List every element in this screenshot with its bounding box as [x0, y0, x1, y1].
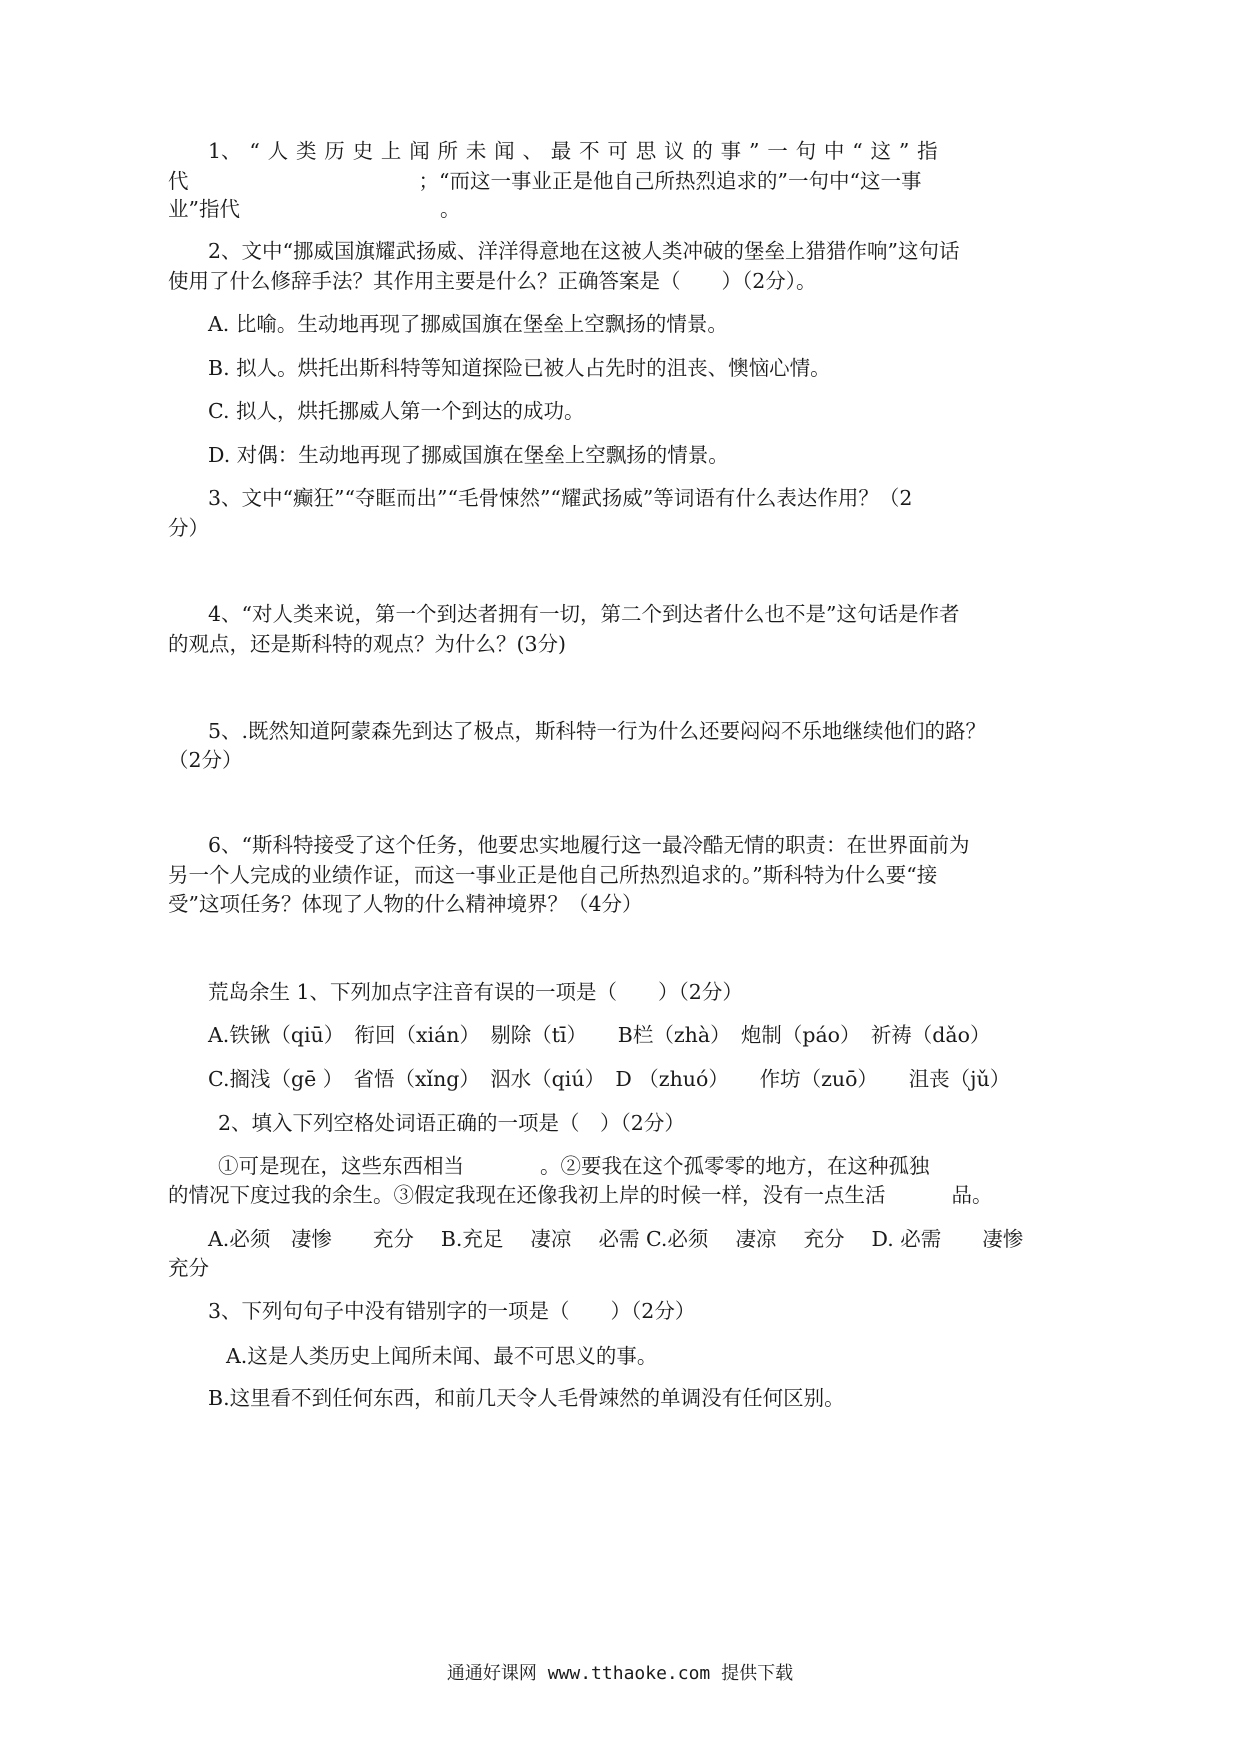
s2-q2-text-2-b: 品。: [951, 1183, 993, 1207]
q1-line-1-char: ”: [898, 139, 910, 163]
q6-line-3: 受”这项任务？体现了人物的什么精神境界？（4分）: [168, 892, 643, 916]
q1-line-1-char: 类: [295, 139, 317, 163]
q1-line-1-char: 人: [267, 139, 289, 163]
q1-line-1-char: 指: [917, 139, 938, 163]
q1-line-1-char: 上: [380, 139, 402, 163]
q1-line-1-char: 思: [635, 139, 657, 163]
q5-line-1: 5、.既然知道阿蒙森先到达了极点，斯科特一行为什么还要闷闷不乐地继续他们的路？: [208, 719, 987, 743]
q1-line-3-b: 。: [439, 197, 461, 221]
q1-line-1-char: 、: [522, 139, 543, 163]
q1-line-1-char: 所: [437, 139, 459, 163]
s2-q2-text-2: [168, 1182, 993, 1208]
q2-option-a: A. 比喻。生动地再现了挪威国旗在堡垒上空飘扬的情景。: [208, 312, 728, 336]
s2-q2-text-1-a: ①可是现在，这些东西相当: [218, 1154, 464, 1178]
q1-line-2-a: 代: [168, 169, 189, 193]
s2-q1-line: 荒岛余生 1、下列加点字注音有误的一项是（ ）（2分）: [208, 980, 743, 1004]
s2-q1-row-2: C.搁浅（gē ） 省悟（xǐng） 泅水（qiú） D （zhuó） 作坊（zuō） 沮丧（jǔ）: [208, 1067, 1011, 1091]
q2-line-2: 使用了什么修辞手法？其作用主要是什么？正确答案是（ ）（2分）。: [168, 269, 817, 293]
q2-option-c: C. 拟人，烘托挪威人第一个到达的成功。: [208, 399, 585, 423]
s2-q2-text-1: [218, 1153, 930, 1179]
q1-line-1-char: 不: [579, 139, 600, 163]
q1-line-1-char: 史: [352, 139, 374, 163]
q1-line-1-char: 闻: [494, 139, 515, 163]
q1-line-2-b: ；“而这一事业正是他自己所热烈追求的”一句中“这一事: [418, 169, 922, 193]
q1-line-1-char: ”: [748, 139, 760, 163]
q6-line-1: 6、“斯科特接受了这个任务，他要忠实地履行这一最冷酷无情的职责：在世界面前为: [208, 833, 970, 857]
q1-line-3-a: 业”指代: [168, 197, 240, 221]
s2-q2-text-1-b: 。②要我在这个孤零零的地方，在这种孤独: [540, 1154, 930, 1178]
q5-line-2: （2分）: [168, 748, 243, 772]
s2-q2-options-2: 充分: [168, 1256, 209, 1280]
q1-line-1-char: 句: [795, 139, 817, 163]
q1-line-1-char: 这: [870, 139, 891, 163]
q1-line-1-char: 可: [607, 139, 628, 163]
q1-line-3: [168, 196, 460, 222]
s2-q3-option-a: A.这是人类历史上闻所未闻、最不可思义的事。: [226, 1344, 658, 1368]
q4-line-1: 4、“对人类来说，第一个到达者拥有一切，第二个到达者什么也不是”这句话是作者: [208, 602, 960, 626]
q1-line-1-char: 1、: [208, 139, 242, 163]
q1-line-1-char: 议: [664, 139, 685, 163]
q1-line-1-char: 中: [823, 139, 845, 163]
q3-line-2: 分）: [168, 516, 209, 540]
s2-q3-option-b: B.这里看不到任何东西，和前几天令人毛骨竦然的单调没有任何区别。: [208, 1386, 845, 1410]
q6-line-2: 另一个人完成的业绩作证，而这一事业正是他自己所热烈追求的。”斯科特为什么要“接: [168, 863, 938, 887]
q4-line-2: 的观点，还是斯科特的观点？为什么？(3分): [168, 632, 567, 656]
footer-download-note: 通通好课网 www.tthaoke.com 提供下载: [446, 1663, 794, 1684]
q2-line-1: 2、文中“挪威国旗耀武扬威、洋洋得意地在这被人类冲破的堡垒上猎猎作响”这句话: [208, 239, 960, 263]
q2-option-d: D. 对偶：生动地再现了挪威国旗在堡垒上空飘扬的情景。: [208, 443, 729, 467]
q1-line-2: [168, 168, 921, 194]
q3-line-1: 3、文中“癫狂”“夺眶而出”“毛骨悚然”“耀武扬威”等词语有什么表达作用？（2: [208, 486, 913, 510]
s2-q1-row-1: A.铁锹（qiū） 衔回（xián） 剔除（tī） B栏（zhà） 炮制（páo） 祈祷（dǎo）: [208, 1023, 991, 1047]
s2-q2-text-2-a: 的情况下度过我的余生。③假定我现在还像我初上岸的时候一样，没有一点生活: [168, 1183, 886, 1207]
q1-line-1-char: “: [249, 139, 260, 163]
q1-line-1-char: “: [852, 139, 863, 163]
s2-q2-options-1: A.必须 凄惨 充分 B.充足 凄凉 必需 C.必须 凄凉 充分 D. 必需 凄惨: [208, 1227, 1024, 1251]
q1-line-1-char: 历: [324, 139, 345, 163]
s2-q2-line: 2、填入下列空格处词语正确的一项是（ ）（2分）: [218, 1111, 685, 1135]
q1-line-1-char: 一: [767, 139, 788, 163]
q2-option-b: B. 拟人。烘托出斯科特等知道探险已被人占先时的沮丧、懊恼心情。: [208, 356, 831, 380]
q1-line-1-char: 未: [465, 139, 487, 163]
s2-q3-line: 3、下列句句子中没有错别字的一项是（ ）（2分）: [208, 1299, 696, 1323]
q1-line-1: [208, 138, 938, 164]
q1-line-1-char: 最: [550, 139, 572, 163]
q1-line-1-char: 的: [692, 139, 713, 163]
q1-line-1-char: 闻: [409, 139, 430, 163]
q1-line-1-char: 事: [720, 139, 742, 163]
